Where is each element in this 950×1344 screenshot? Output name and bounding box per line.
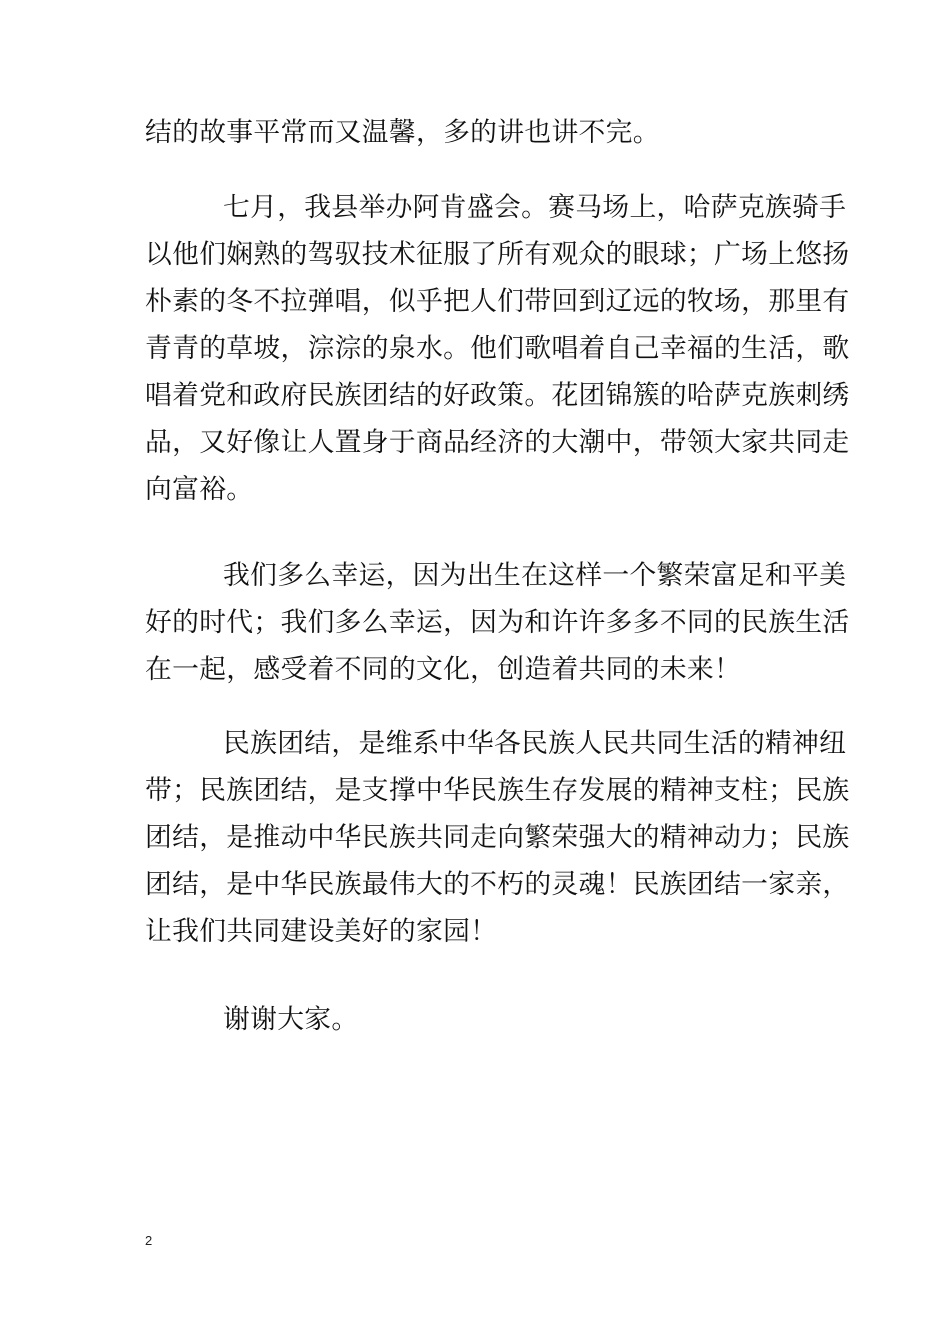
text-line: 团结，是中华民族最伟大的不朽的灵魂！民族团结一家亲，	[145, 869, 850, 900]
text-line: 朴素的冬不拉弹唱，似乎把人们带回到辽远的牧场，那里有	[145, 286, 850, 317]
text-line: 团结，是推动中华民族共同走向繁荣强大的精神动力；民族	[145, 822, 850, 853]
text-line: 在一起，感受着不同的文化，创造着共同的未来！	[145, 654, 742, 685]
text-line: 向富裕。	[145, 474, 254, 505]
text-line: 品，又好像让人置身于商品经济的大潮中，带领大家共同走	[145, 427, 850, 458]
text-line: 民族团结，是维系中华各民族人民共同生活的精神纽	[223, 728, 847, 759]
text-line: 让我们共同建设美好的家园！	[145, 916, 498, 947]
text-line: 七月，我县举办阿肯盛会。赛马场上，哈萨克族骑手	[223, 192, 847, 223]
text-line: 我们多么幸运，因为出生在这样一个繁荣富足和平美	[223, 560, 847, 591]
text-line: 好的时代；我们多么幸运，因为和许许多多不同的民族生活	[145, 607, 850, 638]
text-line: 以他们娴熟的驾驭技术征服了所有观众的眼球；广场上悠扬	[145, 239, 850, 270]
text-line: 青青的草坡，淙淙的泉水。他们歌唱着自己幸福的生活，歌	[145, 333, 850, 364]
page-number: 2	[145, 1233, 153, 1248]
text-line: 带；民族团结，是支撑中华民族生存发展的精神支柱；民族	[145, 775, 850, 806]
text-line: 结的故事平常而又温馨，多的讲也讲不完。	[145, 117, 660, 148]
text-line: 唱着党和政府民族团结的好政策。花团锦簇的哈萨克族刺绣	[145, 380, 850, 411]
text-line: 谢谢大家。	[223, 1004, 359, 1035]
